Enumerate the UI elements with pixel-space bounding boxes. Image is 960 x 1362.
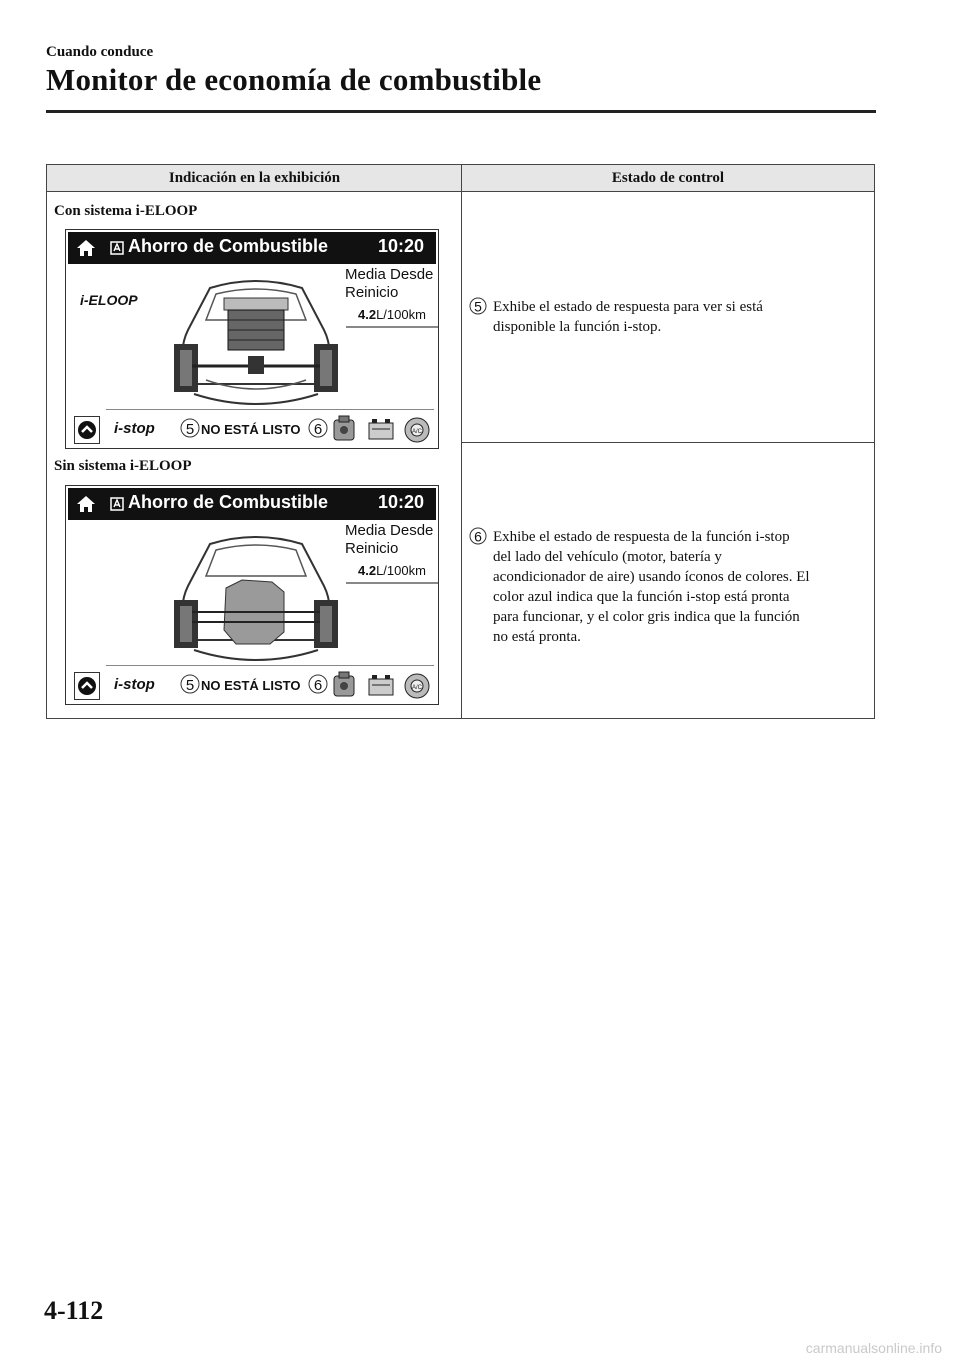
engine-icon [330, 670, 360, 702]
ieloop-label: i-ELOOP [80, 292, 138, 308]
screen-title: Ahorro de Combustible [128, 236, 329, 256]
description-line: Exhibe el estado de respuesta para ver si está [493, 299, 763, 315]
scroll-up-button[interactable] [74, 416, 100, 444]
screen-title: Ahorro de Combustible [128, 492, 329, 512]
car-illustration-engine [166, 520, 346, 666]
svg-text:5: 5 [185, 421, 195, 438]
media-line-1: Media Desde [345, 522, 434, 539]
svg-text:5: 5 [474, 298, 482, 315]
display-screen-without-ieloop [65, 485, 439, 705]
display-screen-with-ieloop [65, 229, 439, 449]
status-divider [106, 665, 434, 666]
description-line: acondicionador de aire) usando íconos de colores. El [493, 569, 810, 585]
fuel-economy-value: 4.2 [358, 563, 377, 578]
fuel-economy-readout [358, 563, 426, 578]
description-line: del lado del vehículo (motor, batería y [493, 549, 722, 565]
row-caption-without-ieloop: Sin sistema i-ELOOP [54, 458, 192, 474]
watermark: carmanualsonline.info [805, 1340, 942, 1356]
engine-icon [330, 414, 360, 446]
description-line: Exhibe el estado de respuesta de la función i-stop [493, 529, 790, 545]
up-arrow-icon [75, 673, 99, 699]
media-line-2: Reinicio [345, 284, 399, 301]
ac-icon [402, 670, 432, 702]
istop-status-bar [68, 669, 436, 703]
istop-label: i-stop [114, 420, 155, 437]
svg-text:6: 6 [313, 677, 323, 694]
fuel-economy-value: 4.2 [358, 307, 377, 322]
marker-6-icon [308, 673, 328, 695]
title-rule [46, 110, 876, 113]
istop-label: i-stop [114, 676, 155, 693]
media-line-1: Media Desde [345, 266, 434, 283]
screen-clock: 10:20 [377, 236, 424, 256]
svg-text:A/C: A/C [411, 685, 423, 691]
description-line: color azul indica que la función i-stop está pronta [493, 589, 790, 605]
fuel-economy-unit: L/100km [376, 307, 426, 322]
marker-6-icon [469, 525, 487, 547]
description-line: para funcionar, y el color gris indica que la función [493, 609, 800, 625]
car-illustration-ieloop [166, 264, 346, 410]
average-since-reset-label [345, 266, 433, 302]
fuel-icon [110, 497, 124, 511]
marker-5-icon [469, 295, 487, 317]
fuel-icon [110, 241, 124, 255]
column-header-state: Estado de control [462, 165, 874, 192]
svg-text:A/C: A/C [411, 429, 423, 435]
media-line-2: Reinicio [345, 540, 399, 557]
screen-header [68, 232, 436, 264]
battery-icon [366, 414, 396, 446]
page-number: 4-112 [44, 1296, 104, 1325]
marker-6-icon [308, 417, 328, 439]
readout-underline [346, 326, 438, 328]
column-header-display: Indicación en la exhibición [47, 165, 462, 192]
average-since-reset-label [345, 522, 433, 558]
description-line: no está pronta. [493, 629, 581, 645]
svg-text:6: 6 [313, 421, 323, 438]
section-label: Cuando conduce [46, 44, 154, 60]
up-arrow-icon [75, 417, 99, 443]
row-caption-with-ieloop: Con sistema i-ELOOP [54, 203, 198, 219]
fuel-economy-unit: L/100km [376, 563, 426, 578]
home-icon [76, 494, 96, 514]
marker-5-icon [180, 673, 200, 695]
page-title: Monitor de economía de combustible [46, 62, 542, 97]
info-table [46, 164, 875, 719]
marker-5-icon [180, 417, 200, 439]
screen-header [68, 488, 436, 520]
row-divider [462, 442, 875, 443]
ac-icon [402, 414, 432, 446]
readout-underline [346, 582, 438, 584]
svg-text:6: 6 [474, 528, 482, 545]
description-line: disponible la función i-stop. [493, 319, 662, 335]
battery-icon [366, 670, 396, 702]
home-icon [76, 238, 96, 258]
istop-status-bar [68, 413, 436, 447]
fuel-economy-readout [358, 307, 426, 322]
status-divider [106, 409, 434, 410]
screen-clock: 10:20 [377, 492, 424, 512]
svg-text:5: 5 [185, 677, 195, 694]
istop-status: NO ESTÁ LISTO [201, 678, 301, 693]
istop-status: NO ESTÁ LISTO [201, 422, 301, 437]
scroll-up-button[interactable] [74, 672, 100, 700]
